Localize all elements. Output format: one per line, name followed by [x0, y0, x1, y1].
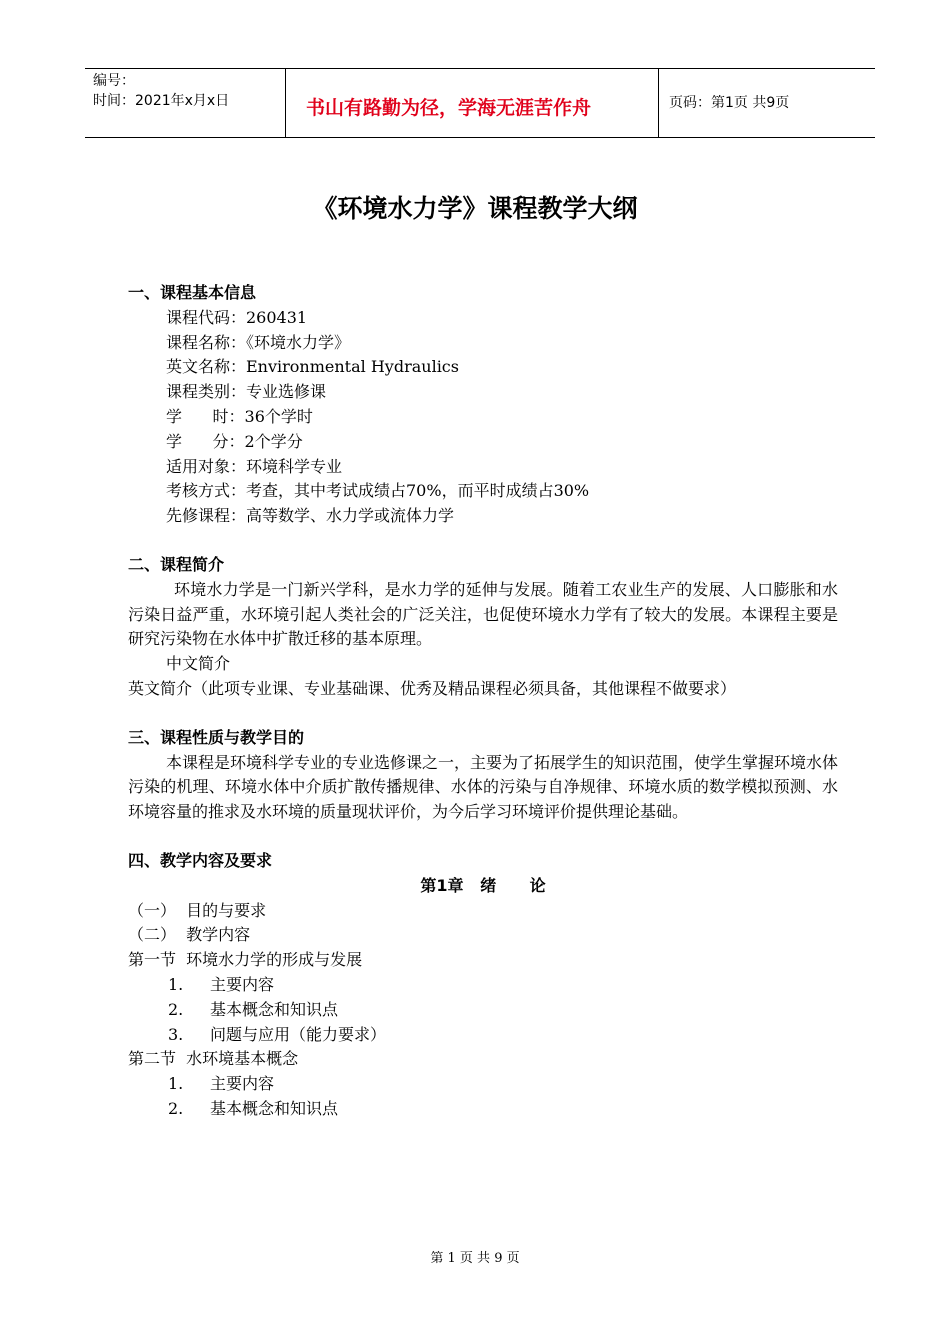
- info-english-name: 英文名称：Environmental Hydraulics: [166, 357, 459, 377]
- info-course-name: 课程名称：《环境水力学》: [166, 332, 351, 352]
- info-credits: 学 分：2个学分: [166, 431, 303, 451]
- intro-paragraph: 环境水力学是一门新兴学科，是水力学的延伸与发展。随着工农业生产的发展、人口膨胀和水污染日益严重，水环境引起人类社会的广泛关注，也促使环境水力学有了较大的发展。本课程主要是研究污染物在水体中扩散迁移的基本原理。: [128, 579, 838, 649]
- list-item: [128, 1023, 838, 1048]
- list-text: 基本概念和知识点: [210, 999, 339, 1019]
- document-title: 《环境水力学》课程教学大纲: [312, 194, 638, 223]
- sub-content: （二） 教学内容: [128, 925, 251, 945]
- info-hours: 学 时：36个学时: [166, 406, 313, 426]
- chapter-title: 第1章 绪 论: [420, 875, 546, 895]
- list-item: [128, 998, 838, 1023]
- info-audience: 适用对象：环境科学专业: [166, 456, 343, 476]
- section-two-title: 第二节 水环境基本概念: [128, 1049, 299, 1069]
- list-text: 问题与应用（能力要求）: [210, 1024, 387, 1044]
- header-page-cell: [659, 69, 875, 137]
- purpose-paragraph: 本课程是环境科学专业的专业选修课之一，主要为了拓展学生的知识范围，使学生掌握环境水体污染的机理、环境水体中介质扩散传播规律、水体的污染与自净规律、环境水质的数学模拟预测、水环境容量的推求及水环境的质量现状评价，为今后学习环境评价提供理论基础。: [128, 752, 839, 822]
- page-number-label: 页码：第1页 共9页: [669, 95, 790, 111]
- list-text: 基本概念和知识点: [210, 1098, 339, 1118]
- section-one-title: 第一节 环境水力学的形成与发展: [128, 950, 363, 970]
- list-number: 2.: [168, 999, 184, 1019]
- spacer: [128, 529, 838, 553]
- section-heading-basic-info: 一、课程基本信息: [128, 283, 257, 302]
- section-heading-nature-purpose: 三、课程性质与教学目的: [128, 727, 305, 747]
- list-number: 2.: [168, 1098, 184, 1118]
- list-number: 1.: [168, 1074, 184, 1094]
- info-assessment: 考核方式：考查，其中考试成绩占70%，而平时成绩占30%: [166, 481, 590, 501]
- header-info-cell: [85, 69, 286, 137]
- page-footer: 第 1 页 共 9 页: [430, 1251, 520, 1266]
- date-label: 时间：2021年x月x日: [93, 93, 230, 109]
- list-number: 1.: [168, 974, 184, 994]
- page-header: [85, 68, 875, 138]
- document-body: [128, 281, 838, 1122]
- chinese-intro-label: 中文简介: [166, 654, 231, 674]
- list-number: 3.: [168, 1024, 184, 1044]
- info-prerequisites: 先修课程：高等数学、水力学或流体力学: [166, 506, 455, 526]
- header-motto-cell: [286, 69, 659, 137]
- list-item: [128, 973, 838, 998]
- info-course-code: 课程代码：260431: [166, 307, 308, 327]
- list-item: [128, 1097, 838, 1122]
- motto-text: 书山有路勤为径，学海无涯苦作舟: [306, 97, 592, 119]
- sub-goals: （一） 目的与要求: [128, 900, 267, 920]
- spacer: [128, 702, 838, 726]
- list-text: 主要内容: [210, 1074, 275, 1094]
- list-item: [128, 1072, 838, 1097]
- english-intro-note: 英文简介（此项专业课、专业基础课、优秀及精品课程必须具备，其他课程不做要求）: [128, 678, 737, 698]
- serial-label: 编号：: [93, 73, 135, 89]
- list-text: 主要内容: [210, 974, 275, 994]
- section-heading-intro: 二、课程简介: [128, 554, 225, 574]
- spacer: [128, 825, 838, 849]
- info-course-category: 课程类别：专业选修课: [166, 382, 327, 402]
- section-heading-content: 四、教学内容及要求: [128, 850, 273, 870]
